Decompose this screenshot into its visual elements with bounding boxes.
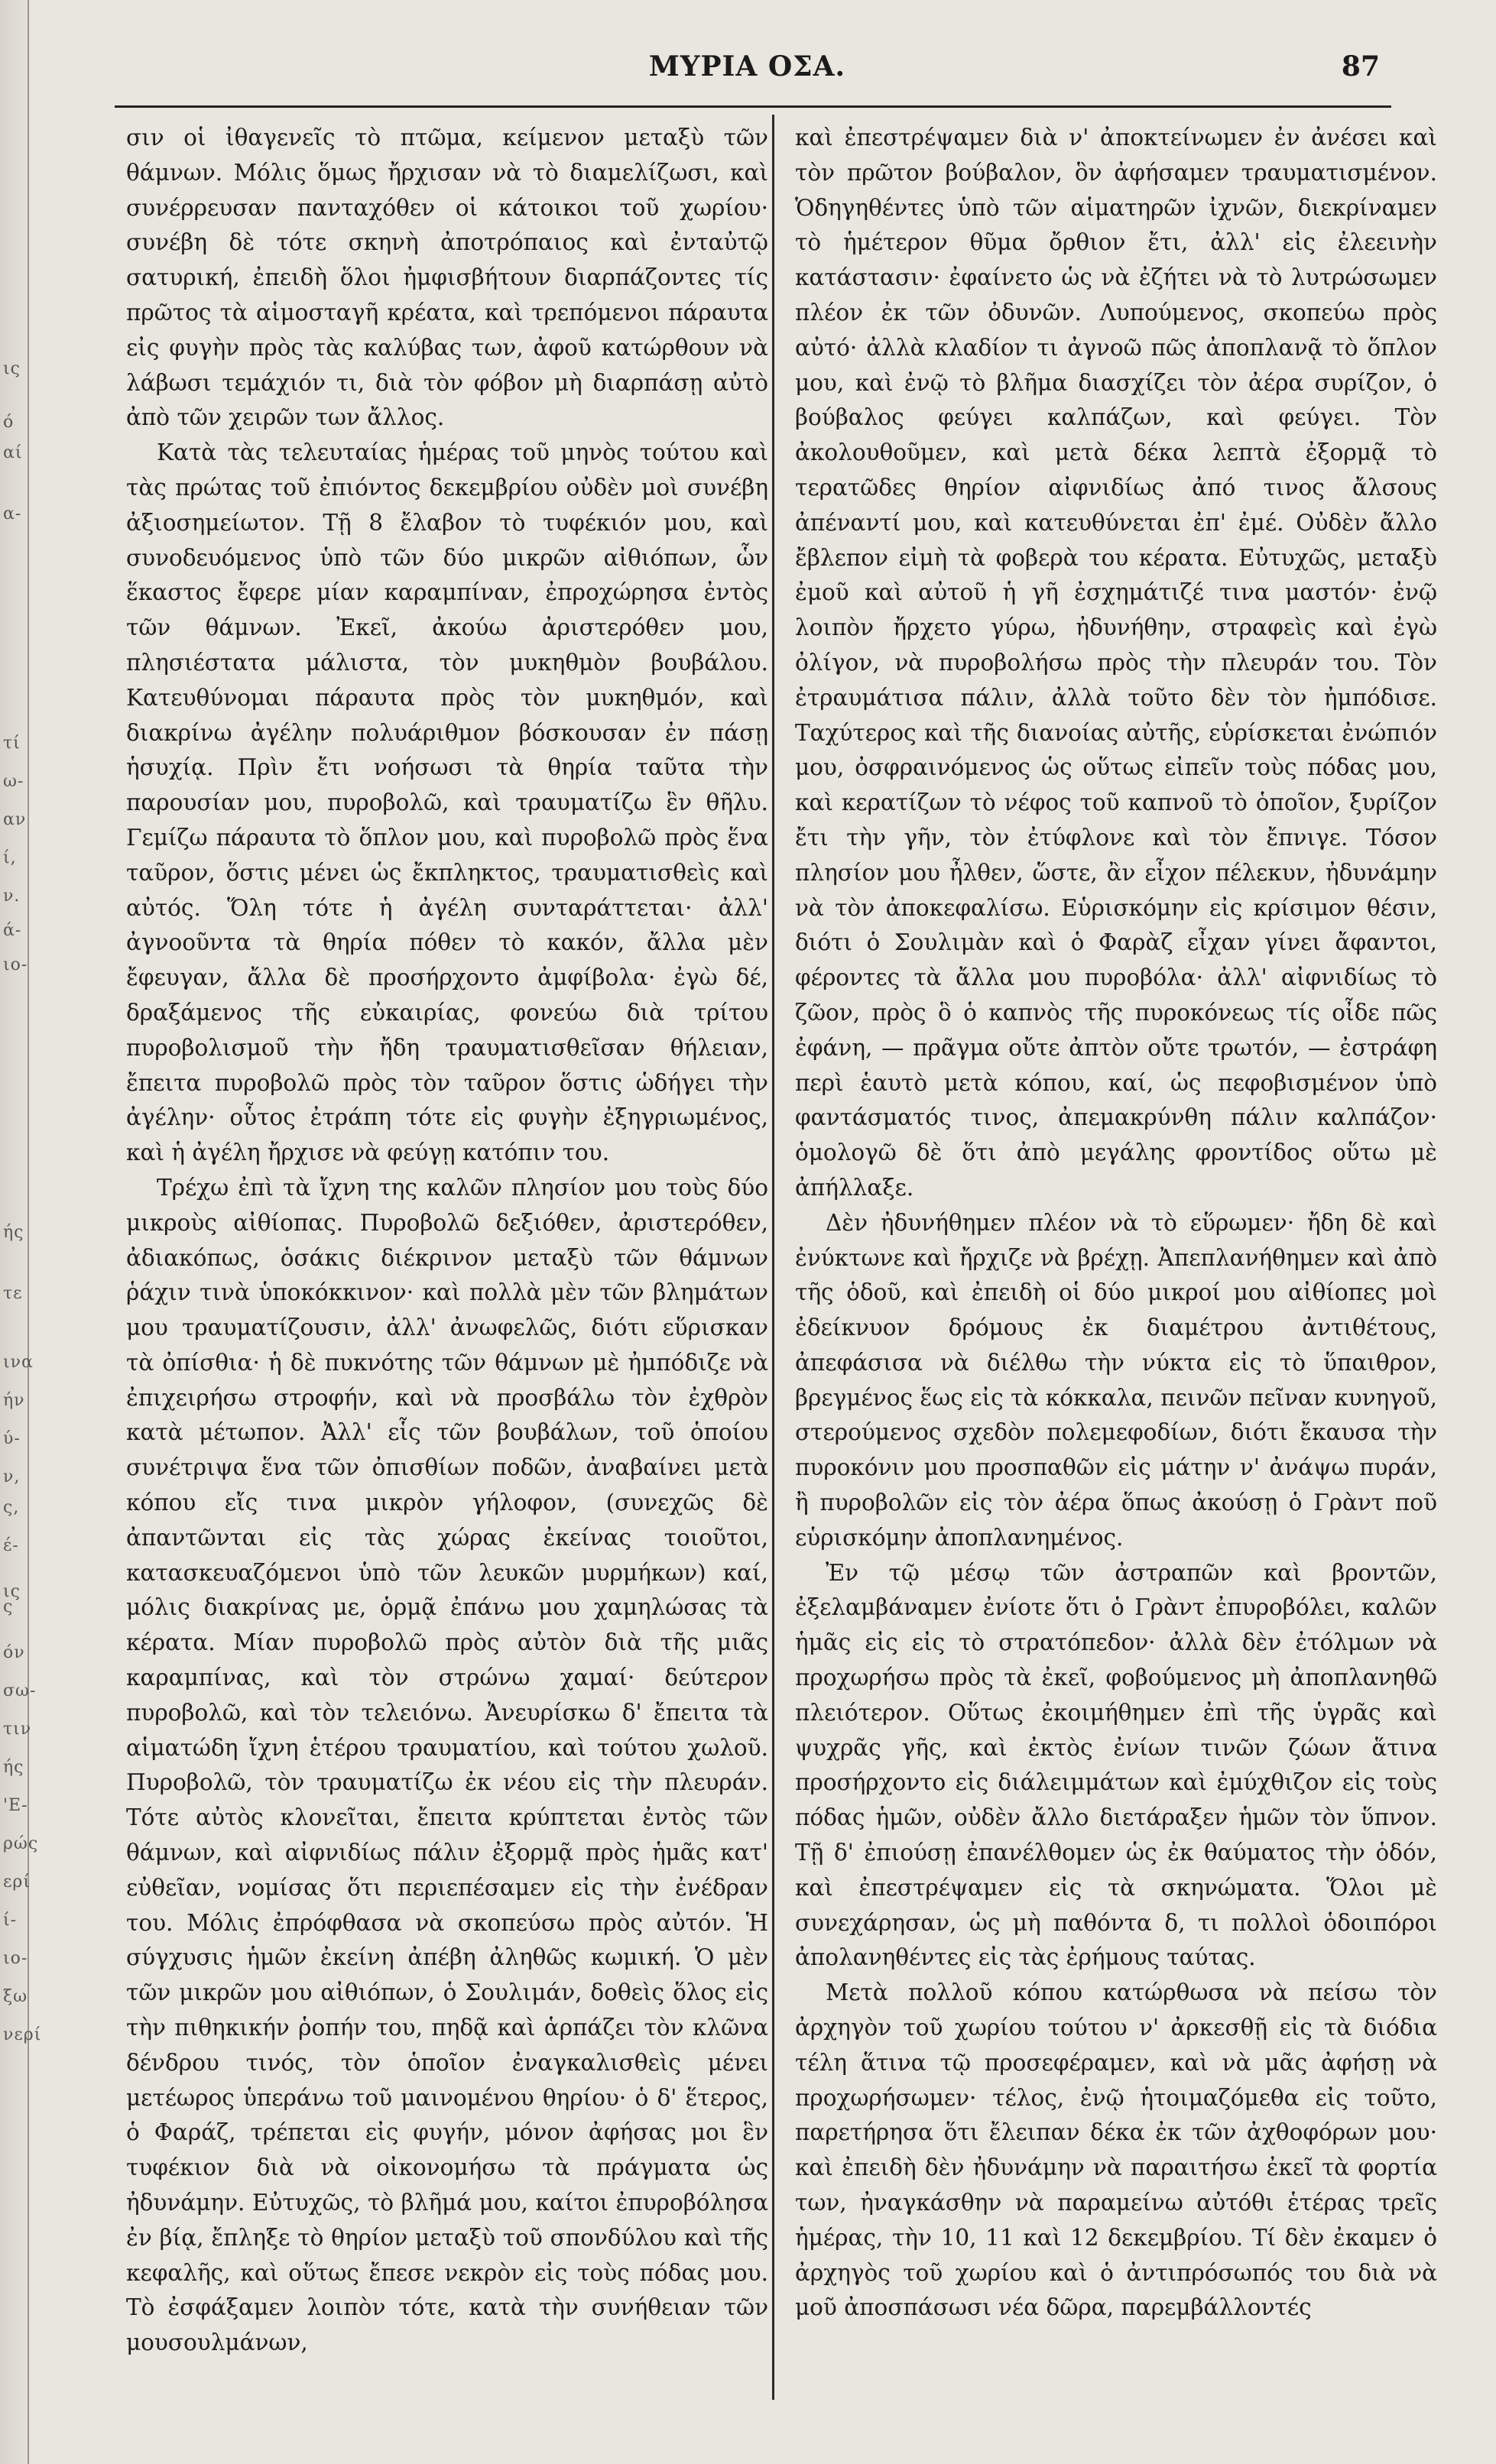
gutter-fragment: ις bbox=[3, 359, 21, 378]
gutter-fragment: ς, bbox=[3, 1498, 20, 1517]
gutter-fragment: αν bbox=[3, 810, 27, 829]
paragraph: σιν οἱ ἰθαγενεῖς τὸ πτῶμα, κείμενον μεταξὺ τῶν θάμνων. Μόλις ὅμως ἤρχισαν νὰ τὸ διαμελίζωσι, καὶ συνέρρευσαν πανταχόθεν οἱ κάτοικοι τοῦ χωρίου· συνέβη δὲ τότε σκηνὴ ἀποτρόπαιος καὶ ἐνταὐτῷ σατυρική, ἐπειδὴ ὅλοι ἠμφισβήτουν διαρπάζοντες τίς πρῶτος τὰ αἱμοσταγῆ κρέατα, καὶ τρεπόμενοι πάραυτα εἰς φυγὴν πρὸς τὰς καλύβας των, ἀφοῦ κατώρθουν νὰ λάβωσι τεμάχιόν τι, διὰ τὸν φόβον μὴ διαρπάσῃ αὐτὸ ἀπὸ τῶν χειρῶν των ἄλλος. bbox=[126, 125, 768, 431]
paragraph: Κατὰ τὰς τελευταίας ἡμέρας τοῦ μηνὸς τούτου καὶ τὰς πρώτας τοῦ ἐπιόντος δεκεμβρίου οὐδὲν μοὶ συνέβη ἀξιοσημείωτον. Τῇ 8 ἔλαβον τὸ τυφέκιόν μου, καὶ συνοδευόμενος ὑπὸ τῶν δύο μικρῶν αἰθιόπων, ὧν ἕκαστος ἔφερε μίαν καραμπίναν, ἐπροχώρησα ἐντὸς τῶν θάμνων. Ἐκεῖ, ἀκούω ἀριστερόθεν μου, πλησιέστατα μάλιστα, τὸν μυκηθμὸν βουβάλου. Κατευθύνομαι πάραυτα πρὸς τὸν μυκηθμόν, καὶ διακρίνω ἀγέλην πολυάριθμον βόσκουσαν ἐν πάσῃ ἡσυχίᾳ. Πρὶν ἔτι νοήσωσι τὰ θηρία ταῦτα τὴν παρουσίαν μου, πυροβολῶ, καὶ τραυματίζω ἓν θῆλυ. Γεμίζω πάραυτα τὸ ὅπλον μου, καὶ πυροβολῶ πρὸς ἕνα ταῦρον, ὅστις μένει ὡς ἔκπληκτος, τραυματισθεὶς καὶ αὐτός. Ὅλη τότε ἡ ἀγέλη συνταράττεται· ἀλλ' ἀγνοοῦντα τὰ θηρία πόθεν τὸ κακόν, ἄλλα μὲν ἔφευγαν, ἄλλα δὲ προσήρχοντο ἀμφίβολα· ἐγὼ δέ, δραξάμενος τῆς εὐκαιρίας, φονεύω διὰ τρίτου πυροβολισμοῦ τὴν ἤδη τραυματισθεῖσαν θήλειαν, ἔπειτα πυροβολῶ πρὸς τὸν ταῦρον ὅστις ὡδήγει τὴν ἀγέλην· οὗτος ἐτράπη τότε εἰς φυγὴν ἐξηγριωμένος, καὶ ἡ ἀγέλη ἤρχισε νὰ φεύγῃ κατόπιν του. bbox=[126, 439, 768, 1166]
paragraph: Ἐν τῷ μέσῳ τῶν ἀστραπῶν καὶ βροντῶν, ἐξελαμβάναμεν ἐνίοτε ὅτι ὁ Γρὰντ ἐπυροβόλει, καλῶν ἡμᾶς εἰς εἰς τὸ στρατόπεδον· ἀλλὰ δὲν ἐτόλμων νὰ προχωρήσω πρὸς τὰ ἐκεῖ, φοβούμενος μὴ ἀποπλανηθῶ πλειότερον. Οὕτως ἐκοιμήθημεν ἐπὶ τῆς ὑγρᾶς καὶ ψυχρᾶς γῆς, καὶ ἐκτὸς ἐνίων τινῶν ζώων ἅτινα προσήρχοντο εἰς διάλειμμάτων καὶ ἐμύχθιζον εἰς τοὺς πόδας ἡμῶν, οὐδὲν ἄλλο διετάραξεν ἡμῶν τὸν ὕπνον. Τῇ δ' ἐπιούσῃ ἐπανέλθομεν ὡς ἐκ θαύματος τὴν ὁδόν, καὶ ἐπεστρέψαμεν εἰς τὰ σκηνώματα. Ὅλοι μὲ συνεχάρησαν, ὡς μὴ παθόντα δ, τι πολλοὶ ὁδοιπόροι ἀπολανηθέντες εἰς τὰς ἐρήμους ταύτας. bbox=[795, 1559, 1437, 1971]
gutter-fragment: έ- bbox=[3, 1536, 19, 1555]
page-header bbox=[115, 47, 1380, 93]
gutter-fragment: αί bbox=[3, 443, 23, 462]
paragraph: Δὲν ἠδυνήθημεν πλέον νὰ τὸ εὕρωμεν· ἤδη δὲ καὶ ἐνύκτωνε καὶ ἤρχιζε νὰ βρέχῃ. Ἀπεπλανήθημεν καὶ ἀπὸ τῆς ὁδοῦ, καὶ ἐπειδὴ οἱ δύο μικροί μου αἰθίοπες μοὶ ἐδείκνυον δρόμους ἐκ διαμέτρου ἀντιθέτους, ἀπεφάσισα νὰ διέλθω τὴν νύκτα εἰς τὸ ὕπαιθρον, βρεγμένος ἕως εἰς τὰ κόκκαλα, πεινῶν πεῖναν κυνηγοῦ, στερούμενος σχεδὸν πολεμεφοδίων, διότι ἔκαυσα τὴν πυροκόνιν μου προσπαθῶν εἰς μάτην ν' ἀνάψω πυράν, ἢ πυροβολῶν εἰς τὸν ἀέρα ὅπως ἀκούσῃ ὁ Γρὰντ ποῦ εὑρισκόμην ἀποπλανημένος. bbox=[795, 1209, 1437, 1551]
paragraph: Τρέχω ἐπὶ τὰ ἴχνη της καλῶν πλησίον μου τοὺς δύο μικροὺς αἰθίοπας. Πυροβολῶ δεξιόθεν, ἀριστερόθεν, ἀδιακόπως, ὁσάκις διέκρινον μεταξὺ τῶν θάμνων ῥάχιν τινὰ ὑποκόκκινον· καὶ πολλὰ μὲν τῶν βλημάτων μου τραυματίζουσιν, ἀλλ' ἀνωφελῶς, διότι εὕρισκαν τὰ ὀπίσθια· ἡ δὲ πυκνότης τῶν θάμνων μὲ ἠμπόδιζε νὰ ἐπιχειρήσω στροφήν, καὶ νὰ προσβάλω τὸν ἐχθρὸν κατὰ μέτωπον. Ἀλλ' εἷς τῶν βουβάλων, τοῦ ὁποίου συνέτριψα ἕνα τῶν ὀπισθίων ποδῶν, ἀναβαίνει μετὰ κόπου εἴς τινα μικρὸν γήλοφον, (συνεχῶς δὲ ἀπαντῶνται εἰς τὰς χώρας ἐκείνας τοιοῦτοι, κατασκευαζόμενοι ὑπὸ τῶν λευκῶν μυρμήκων) καί, μόλις διακρίνας με, ὁρμᾷ ἐπάνω μου χαμηλώσας τὰ κέρατα. Μίαν πυροβολῶ πρὸς αὐτὸν διὰ τῆς μιᾶς καραμπίνας, καὶ τὸν στρώνω χαμαί· δεύτερον πυροβολῶ, καὶ τὸν τελειόνω. Ἀνευρίσκω δ' ἔπειτα τὰ αἱματώδη ἴχνη ἑτέρου τραυματίου, καὶ τούτου χωλοῦ. Πυροβολῶ, τὸν τραυματίζω ἐκ νέου εἰς τὴν πλευράν. Τότε αὐτὸς κλονεῖται, ἔπειτα κρύπτεται ἐντὸς τῶν θάμνων, καὶ αἰφνιδίως πάλιν ἐξορμᾷ πρὸς ἡμᾶς κατ' εὐθεῖαν, νομίσας ὅτι περιεπέσαμεν εἰς τὴν ἐνέδραν του. Μόλις ἐπρόφθασα νὰ σκοπεύσω πρὸς αὐτόν. Ἡ σύγχυσις ἡμῶν ἐκείνη ἀπέβη ἀληθῶς κωμική. Ὁ μὲν τῶν μικρῶν μου αἰθιόπων, ὁ Σουλιμάν, δοθεὶς ὅλος εἰς τὴν πιθηκικήν ῥοπήν του, πηδᾷ καὶ ἁρπάζει τὸν κλῶνα δένδρου τινός, τὸν ὁποῖον ἐναγκαλισθεὶς μένει μετέωρος ὑπεράνω τοῦ μαινομένου θηρίου· ὁ δ' ἕτερος, ὁ Φαράζ, τρέπεται εἰς φυγήν, μόνον ἀφήσας μοι ἓν τυφέκιον διὰ νὰ οἰκονομήσω τὰ πράγματα ὡς ἠδυνάμην. Εὐτυχῶς, τὸ βλῆμά μου, καίτοι ἐπυροβόλησα ἐν βίᾳ, ἔπληξε τὸ θηρίον μεταξὺ τοῦ σπονδύλου καὶ τῆς κεφαλῆς, καὶ οὕτως ἔπεσε νεκρὸν εἰς τοὺς πόδας μου. Τὸ ἐσφάξαμεν λοιπὸν τότε, κατὰ τὴν συνήθειαν τῶν μουσουλμάνων, bbox=[126, 1174, 768, 2356]
gutter-fragment: ής bbox=[3, 1223, 24, 1242]
column-divider bbox=[772, 115, 774, 2400]
running-title: ΜΥΡΙΑ ΟΣΑ. bbox=[648, 50, 846, 83]
gutter-fragment: σω- bbox=[3, 1681, 37, 1700]
gutter-fragment: ύ- bbox=[3, 1429, 21, 1448]
gutter-fragment: ν. bbox=[3, 887, 21, 906]
gutter-fragment: ής bbox=[3, 1758, 24, 1777]
gutter-fragment: ό bbox=[3, 413, 15, 432]
right-column bbox=[795, 121, 1437, 2326]
gutter-fragment: τιν bbox=[3, 1720, 32, 1739]
gutter-fragment: ω- bbox=[3, 772, 24, 791]
gutter-fragment: ν, bbox=[3, 1467, 21, 1487]
gutter-fragment: α- bbox=[3, 504, 22, 524]
gutter-fragment: ιο- bbox=[3, 955, 28, 974]
gutter-fragment: ά- bbox=[3, 921, 22, 940]
gutter-fragment: ις bbox=[3, 1582, 21, 1601]
gutter-fragment: ιο- bbox=[3, 1949, 28, 1968]
gutter-fragment: ινα bbox=[3, 1353, 34, 1372]
page-number: 87 bbox=[1341, 50, 1380, 83]
gutter-fragment: 'Ε- bbox=[3, 1796, 28, 1815]
left-column bbox=[126, 121, 768, 2361]
gutter-fragment: ί- bbox=[3, 1911, 18, 1930]
gutter-fragment: ί, bbox=[3, 848, 17, 867]
gutter-fragment: τε bbox=[3, 1284, 23, 1303]
gutter-fragment: ξω bbox=[3, 1987, 28, 2006]
binding-gutter bbox=[0, 0, 42, 2464]
paragraph: Μετὰ πολλοῦ κόπου κατώρθωσα νὰ πείσω τὸν ἀρχηγὸν τοῦ χωρίου τούτου ν' ἀρκεσθῇ εἰς τὰ διόδια τέλη ἅτινα τῷ προσεφέραμεν, καὶ νὰ μᾶς ἀφήσῃ νὰ προχωρήσωμεν· τέλος, ἐνῷ ἡτοιμαζόμεθα εἰς τοῦτο, παρετήρησα ὅτι ἔλειπαν δέκα ἐκ τῶν ἀχθοφόρων μου· καὶ ἐπειδὴ δὲν ἠδυνάμην νὰ παραιτήσω ἐκεῖ τὰ φορτία των, ἠναγκάσθην νὰ παραμείνω αὐτόθι ἑτέρας τρεῖς ἡμέρας, τὴν 10, 11 καὶ 12 δεκεμβρίου. Τί δὲν ἐκαμεν ὁ ἀρχηγὸς τοῦ χωρίου καὶ ὁ ἀντιπρόσωπός του διὰ νὰ μοῦ ἀποσπάσωσι νέα δῶρα, παρεμβάλλοντές bbox=[795, 1979, 1437, 2321]
gutter-fragment: ς bbox=[3, 1597, 14, 1616]
gutter-fragment: ερί bbox=[3, 1872, 31, 1892]
header-rule bbox=[115, 105, 1391, 108]
gutter-fragment: νερί bbox=[3, 2025, 42, 2044]
gutter-fragment: όν bbox=[3, 1643, 25, 1662]
paragraph: καὶ ἐπεστρέψαμεν διὰ ν' ἀποκτείνωμεν ἐν ἀνέσει καὶ τὸν πρῶτον βούβαλον, ὃν ἀφήσαμεν τραυματισμένον. Ὁδηγηθέντες ὑπὸ τῶν αἱματηρῶν ἰχνῶν, διεκρίναμεν τὸ ἡμέτερον θῦμα ὄρθιον ἔτι, ἀλλ' εἰς ἐλεεινὴν κατάστασιν· ἐφαίνετο ὡς νὰ ἐζήτει νὰ τὸ λυτρώσωμεν πλέον ἐκ τῶν ὀδυνῶν. Λυπούμενος, σκοπεύω πρὸς αὐτό· ἀλλὰ κλαδίον τι ἀγνοῶ πῶς ἀποπλανᾷ τὸ ὅπλον μου, καὶ ἐνῷ τὸ βλῆμα διασχίζει τὸν ἀέρα συρίζον, ὁ βούβαλος φεύγει καλπάζων, καὶ φεύγει. Τὸν ἀκολουθοῦμεν, καὶ μετὰ δέκα λεπτὰ ἐξορμᾷ τὸ τερατῶδες θηρίον αἰφνιδίως ἀπό τινος ἄλσους ἀπέναντί μου, καὶ κατευθύνεται ἐπ' ἐμέ. Οὐδὲν ἄλλο ἔβλεπον εἰμὴ τὰ φοβερὰ του κέρατα. Εὐτυχῶς, μεταξὺ ἐμοῦ καὶ αὐτοῦ ἡ γῆ ἐσχημάτιζέ τινα μαστόν· ἐνῷ λοιπὸν ἤρχετο γύρω, ἠδυνήθην, στραφεὶς καὶ ἐγὼ ὀλίγον, νὰ πυροβολήσω πρὸς τὴν πλευράν του. Τὸν ἐτραυμάτισα πάλιν, ἀλλὰ τοῦτο δὲν τὸν ἠμπόδισε. Ταχύτερος καὶ τῆς διανοίας αὐτῆς, εὑρίσκεται ἐνώπιόν μου, ὀσφραινόμενος ὡς οὕτως εἰπεῖν τοὺς πόδας μου, καὶ κερατίζων τὸ νέφος τοῦ καπνοῦ τὸ ὁποῖον, ξυρίζον ἔτι τὴν γῆν, τὸν ἐτύφλονε καὶ τὸν ἔπνιγε. Τόσον πλησίον μου ἦλθεν, ὥστε, ἂν εἶχον πέλεκυν, ἠδυνάμην νὰ τὸν ἀποκεφαλίσω. Εὑρισκόμην εἰς κρίσιμον θέσιν, διότι ὁ Σουλιμὰν καὶ ὁ Φαρὰζ εἶχαν γίνει ἄφαντοι, φέροντες τὰ ἄλλα μου πυροβόλα· ἀλλ' αἰφνιδίως τὸ ζῶον, πρὸς ὃ ὁ καπνὸς τῆς πυροκόνεως τίς οἶδε πῶς ἐφάνη, — πρᾶγμα οὔτε ἀπτὸν οὔτε τρωτόν, — ἐστράφη περὶ ἑαυτὸ μετὰ κόπου, καί, ὡς πεφοβισμένον ὑπὸ φαντάσματός τινος, ἀπεμακρύνθη πάλιν καλπάζον· ὁμολογῶ δὲ ὅτι ἀπὸ μεγάλης φροντίδος οὕτω μὲ ἀπήλλαξε. bbox=[795, 125, 1437, 1201]
gutter-fragment: ρώς bbox=[3, 1834, 39, 1853]
gutter-fragment: ήν bbox=[3, 1391, 25, 1410]
gutter-fragment: τί bbox=[3, 734, 21, 753]
